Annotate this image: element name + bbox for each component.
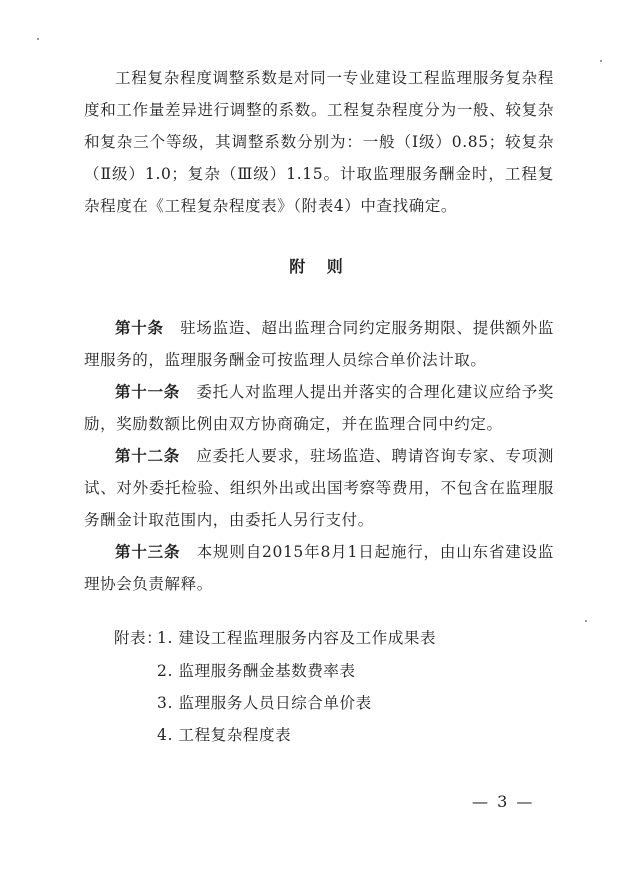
article-13-label: 第十三条 [115, 542, 181, 561]
article-11-text: 委托人对监理人提出并落实的合理化建议应给予奖励，奖励数额比例由双方协商确定，并在监理合同中约定。 [84, 383, 554, 433]
article-13 [84, 536, 554, 600]
article-10 [84, 312, 554, 376]
article-12-text: 应委托人要求，驻场监造、聘请咨询专家、专项测试、对外委托检验、组织外出或出国考察等费用，不包含在监理服务酬金计取范围内，由委托人另行支付。 [84, 447, 554, 529]
scan-speck [585, 620, 587, 622]
scan-speck [600, 60, 602, 62]
article-13-text: 本规则自2015年8月1日起施行，由山东省建设监理协会负责解释。 [84, 543, 554, 593]
intro-paragraph [84, 62, 554, 222]
intro-text: 工程复杂程度调整系数是对同一专业建设工程监理服务复杂程度和工作量差异进行调整的系数。工程复杂程度分为一般、较复杂和复杂三个等级，其调整系数分别为：一般（Ⅰ级）0.85；较复杂（Ⅱ级）1.0；复杂（Ⅲ级）1.15。计取监理服务酬金时，工程复杂程度在《工程复杂程度表》（附表4）中查找确定。 [84, 69, 554, 215]
attachment-item-3: 3. 监理服务人员日综合单价表 [157, 694, 372, 712]
attachment-item-4: 4. 工程复杂程度表 [157, 726, 292, 744]
page-number: — 3 — [472, 792, 535, 811]
article-12 [84, 440, 554, 536]
attachment-item-1: 1. 建设工程监理服务内容及工作成果表 [157, 629, 437, 647]
scan-speck [37, 38, 39, 40]
attachments-label: 附表： [114, 629, 163, 647]
article-10-label: 第十条 [115, 318, 164, 337]
article-10-text: 驻场监造、超出监理合同约定服务期限、提供额外监理服务的，监理服务酬金可按监理人员综合单价法计取。 [84, 319, 554, 369]
article-11 [84, 376, 554, 440]
attachment-item-2: 2. 监理服务酬金基数费率表 [157, 662, 356, 680]
article-12-label: 第十二条 [115, 446, 181, 465]
article-11-label: 第十一条 [115, 382, 181, 401]
section-title: 附 则 [289, 257, 351, 276]
